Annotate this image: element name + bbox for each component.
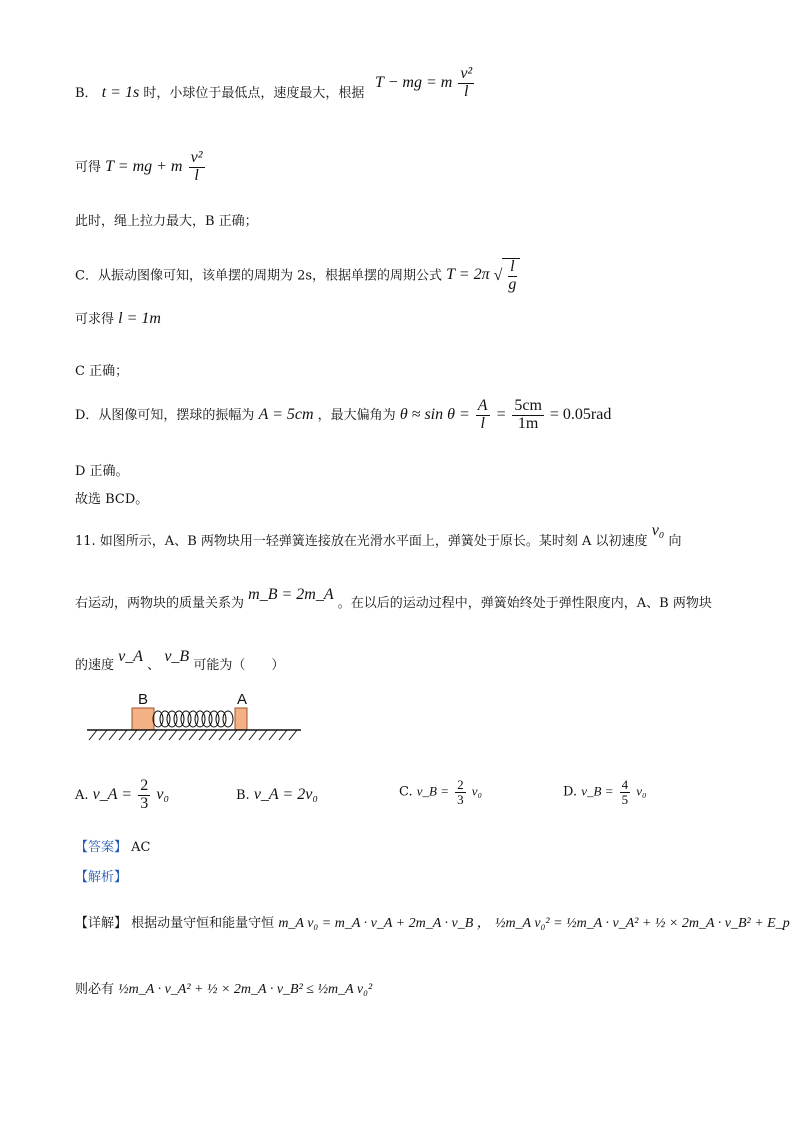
must-line	[75, 978, 372, 998]
momentum-equation: m_A v₀ = m_A · v_A + 2m_A · v_B ，	[278, 916, 491, 931]
stem1-text: 11. 如图所示，A、B 两物块用一轻弹簧连接放在光滑水平面上，弹簧处于原长。某时刻 A 以初速度	[75, 534, 648, 549]
stem3-tail: 可能为（ ）	[193, 658, 285, 673]
stem2-eq: m_B = 2m_A	[248, 586, 334, 603]
answer-value: AC	[131, 840, 151, 855]
c-text: C．从振动图像可知，该单摆的周期为 2s，根据单摆的周期公式	[75, 268, 443, 284]
d-frac2-num: 5cm	[514, 397, 542, 414]
option-c-num: 2	[457, 777, 464, 792]
option-d-lhs: v_B =	[581, 783, 614, 799]
b-frac-num: v²	[460, 65, 473, 82]
label-b: B	[138, 691, 149, 708]
option-c[interactable]	[399, 778, 482, 806]
get-frac-num: v²	[190, 149, 203, 166]
option-d-rhs: v₀	[636, 783, 647, 799]
option-b-line	[75, 82, 364, 102]
option-a-lhs: v_A =	[92, 785, 133, 803]
option-b-label: B.	[236, 788, 250, 803]
d-text2: ，最大偏角为	[317, 407, 396, 423]
choose-text: 故选 BCD。	[75, 492, 149, 507]
b-frac-den: l	[464, 82, 469, 100]
energy-equation: ½m_A v₀² = ½m_A · v_A² + ½ × 2m_A · v_B² + E_p	[494, 916, 790, 931]
get-fraction	[189, 150, 205, 185]
get-frac-den: l	[194, 166, 199, 184]
c-conclusion: C 正确；	[75, 364, 129, 379]
d-eq-result: = 0.05rad	[549, 405, 612, 423]
detail-text: 根据动量守恒和能量守恒	[131, 916, 275, 931]
b-label: B．	[75, 86, 98, 101]
label-a: A	[237, 691, 248, 708]
question-stem-3	[75, 648, 285, 674]
d-eq1: θ ≈ sin θ =	[399, 405, 470, 423]
stem3-vb: v_B	[164, 648, 190, 665]
d-text: D．从图像可知，摆球的振幅为	[75, 407, 255, 423]
b-equation	[375, 66, 476, 101]
option-d-label: D.	[563, 784, 578, 800]
get-line	[75, 150, 207, 185]
answer-line	[75, 836, 151, 855]
stem2-text: 右运动，两物块的质量关系为	[75, 596, 245, 611]
question-stem-2	[75, 586, 712, 612]
get-prefix: 可得	[75, 159, 102, 175]
b-condition: t = 1s	[101, 84, 140, 101]
ground-hatching	[89, 730, 297, 740]
option-d-den: 5	[621, 791, 629, 807]
d-frac1-num: A	[477, 397, 488, 414]
option-d-line	[75, 398, 611, 433]
option-c-den: 3	[457, 791, 464, 807]
option-c-label: C.	[399, 784, 413, 800]
option-a[interactable]	[75, 778, 169, 813]
option-a-den: 3	[140, 794, 149, 812]
c-formula-left: T = 2π	[446, 266, 490, 284]
block-b	[132, 708, 154, 730]
analysis-tag: 【解析】	[75, 870, 128, 885]
sqrt-symbol: √ $\frac{l}{g}$	[494, 258, 521, 294]
stem3-text: 的速度	[75, 658, 115, 673]
b-fraction	[458, 66, 474, 101]
stem3-sep: 、	[147, 658, 161, 673]
option-a-num: 2	[140, 777, 149, 794]
option-b-expr: v_A = 2v₀	[253, 786, 318, 803]
b-conclusion: 此时，绳上拉力最大，B 正确；	[75, 214, 258, 229]
question-stem-1	[75, 522, 682, 550]
must-prefix: 则必有	[75, 982, 115, 997]
answer-tag: 【答案】	[75, 840, 128, 855]
detail-tag: 【详解】	[75, 916, 128, 931]
spring-diagram	[85, 688, 305, 744]
c-formula	[446, 258, 520, 293]
d-conclusion: D 正确。	[75, 464, 129, 479]
c-sqrt-num: l	[510, 258, 515, 275]
get-eq-left: T = mg + m	[105, 157, 183, 175]
stem3-va: v_A	[118, 648, 144, 665]
option-d[interactable]	[563, 778, 647, 806]
c-get-line	[75, 308, 161, 328]
inequality: ½m_A · v_A² + ½ × 2m_A · v_B² ≤ ½m_A v₀²	[118, 982, 373, 997]
option-b[interactable]	[236, 786, 318, 804]
option-d-num: 4	[621, 777, 629, 792]
option-a-label: A.	[75, 787, 89, 803]
b-description: 时，小球位于最低点，速度最大，根据	[143, 86, 365, 101]
c-get-eq: l = 1m	[118, 310, 161, 327]
d-equation: θ ≈ sin θ = $\frac{A}{l}$ = $\frac{5cm}{1m}$ = 0.05rad	[399, 397, 612, 432]
option-a-rhs: v₀	[156, 785, 170, 803]
option-c-line	[75, 258, 520, 294]
block-a	[235, 708, 247, 730]
stem1-tail: 向	[668, 534, 682, 549]
d-frac2-den: 1m	[517, 414, 539, 432]
d-amplitude: A = 5cm	[258, 405, 314, 423]
detail-line	[75, 912, 790, 932]
d-frac1-den: l	[480, 414, 485, 432]
stem1-v0: v₀	[651, 522, 665, 539]
b-eq-left: T − mg = m	[375, 73, 453, 91]
option-c-lhs: v_B =	[416, 783, 449, 799]
spring	[153, 711, 233, 727]
option-c-rhs: v₀	[471, 783, 483, 799]
c-get-prefix: 可求得	[75, 312, 115, 327]
stem2-tail: 。在以后的运动过程中，弹簧始终处于弹性限度内，A、B 两物块	[337, 596, 712, 611]
c-sqrt-den: g	[508, 275, 517, 293]
